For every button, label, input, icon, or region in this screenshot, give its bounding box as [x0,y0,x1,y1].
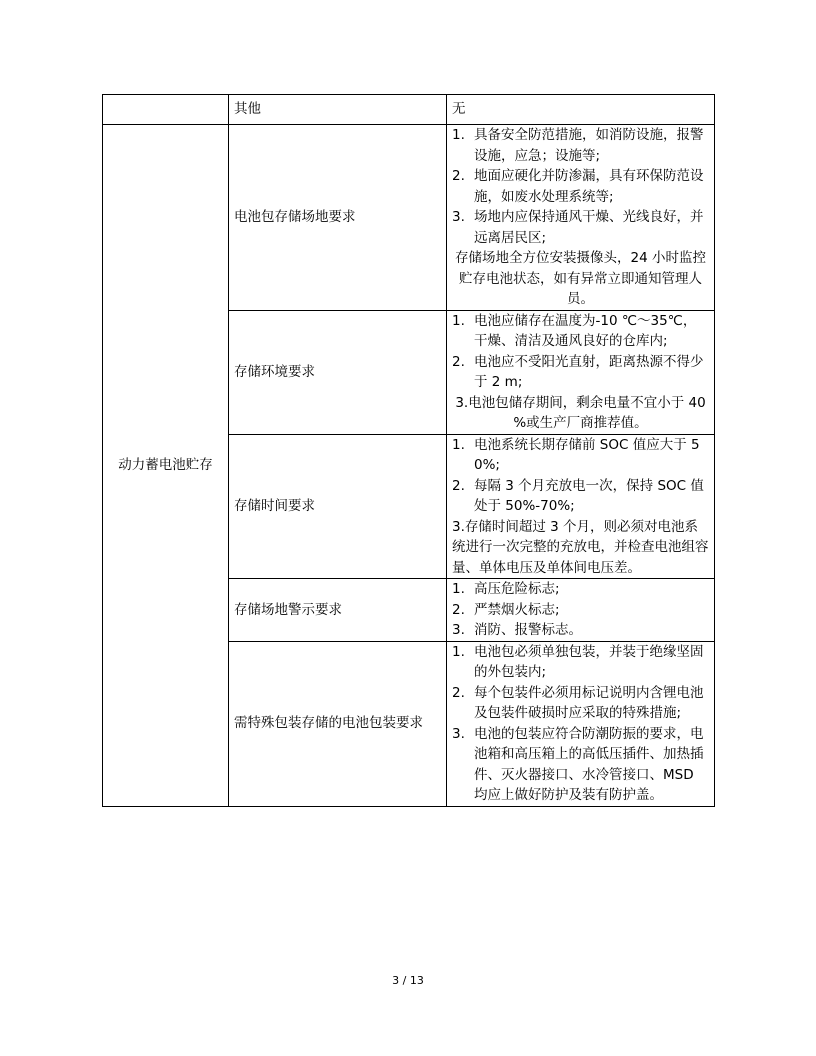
row-label: 电池包存储场地要求 [229,125,447,311]
list-item [452,579,709,600]
page-number: 3 / 13 [392,974,424,987]
list-item [452,642,709,683]
other-value: 无 [447,95,715,125]
item-number: 2. [452,353,465,370]
extra-note: 存储场地全方位安装摄像头，24 小时监控贮存电池状态，如有异常立即通知管理人员。 [455,250,706,307]
list-item [452,352,709,393]
item-number: 3. [452,622,465,638]
item-number: 1. [452,436,465,453]
list-item [452,683,709,724]
item-text: 电池包必须单独包装，并装于绝缘坚固的外包装内; [474,643,704,680]
item-text: 电池系统长期存储前 SOC 值应大于 50%; [474,436,700,473]
list-item [452,600,709,621]
item-number: 1. [452,581,465,597]
list-item [452,435,709,476]
item-text: 高压危险标志; [474,581,560,597]
item-number: 3. [452,209,465,225]
row-content [447,641,715,806]
row-content [447,125,715,311]
item-text: 场地内应保持通风干燥、光线良好，并远离居民区; [474,209,704,246]
row-label: 存储时间要求 [229,434,447,579]
list-item [452,166,709,207]
item-text: 严禁烟火标志; [474,601,560,618]
item-number: 2. [452,601,465,618]
row-content [447,310,715,434]
table-row [103,125,715,311]
item-number: 1. [452,312,465,329]
item-text: 地面应硬化并防渗漏，具有环保防范设施，如废水处理系统等; [474,168,704,205]
item-number: 3. [452,725,465,742]
item-text: 每个包装件必须用标记说明内含锂电池及包装件破损时应采取的特殊措施; [474,684,704,721]
list-item [452,207,709,248]
row-label: 需特殊包装存储的电池包装要求 [229,641,447,806]
item-number: 2. [452,477,465,494]
item-text: 电池应储存在温度为-10 ℃～35℃，干燥、清洁及通风良好的仓库内; [474,312,697,349]
requirements-table [102,94,715,807]
category-cell: 动力蓄电池贮存 [103,125,229,807]
row-label: 存储场地警示要求 [229,579,447,642]
row-content [447,434,715,579]
empty-header-cell [103,95,229,125]
row-label: 存储环境要求 [229,310,447,434]
item-number: 1. [452,127,465,143]
extra-note: 3.存储时间超过 3 个月，则必须对电池系统进行一次完整的充放电，并检查电池组容量、单体电压及单体间电压差。 [452,518,709,576]
other-label: 其他 [229,95,447,125]
item-text: 消防、报警标志。 [474,622,582,638]
list-item [452,620,709,641]
row-content [447,579,715,642]
item-number: 2. [452,168,465,184]
item-text: 电池应不受阳光直射，距离热源不得少于 2 m; [474,353,704,390]
list-item [452,724,709,806]
list-item [452,125,709,166]
item-number: 1. [452,643,465,660]
item-text: 电池的包装应符合防潮防振的要求，电池箱和高压箱上的高低压插件、加热插件、灭火器接口、水冷管接口、MSD 均应上做好防护及装有防护盖。 [474,725,704,803]
list-item [452,311,709,352]
header-row [103,95,715,125]
item-text: 具备安全防范措施，如消防设施，报警设施，应急；设施等; [474,127,704,164]
list-item [452,476,709,517]
item-number: 2. [452,684,465,701]
item-text: 每隔 3 个月充放电一次，保持 SOC 值处于 50%-70%; [474,477,704,514]
extra-note: 3.电池包储存期间，剩余电量不宜小于 40 %或生产厂商推荐值。 [455,394,706,431]
